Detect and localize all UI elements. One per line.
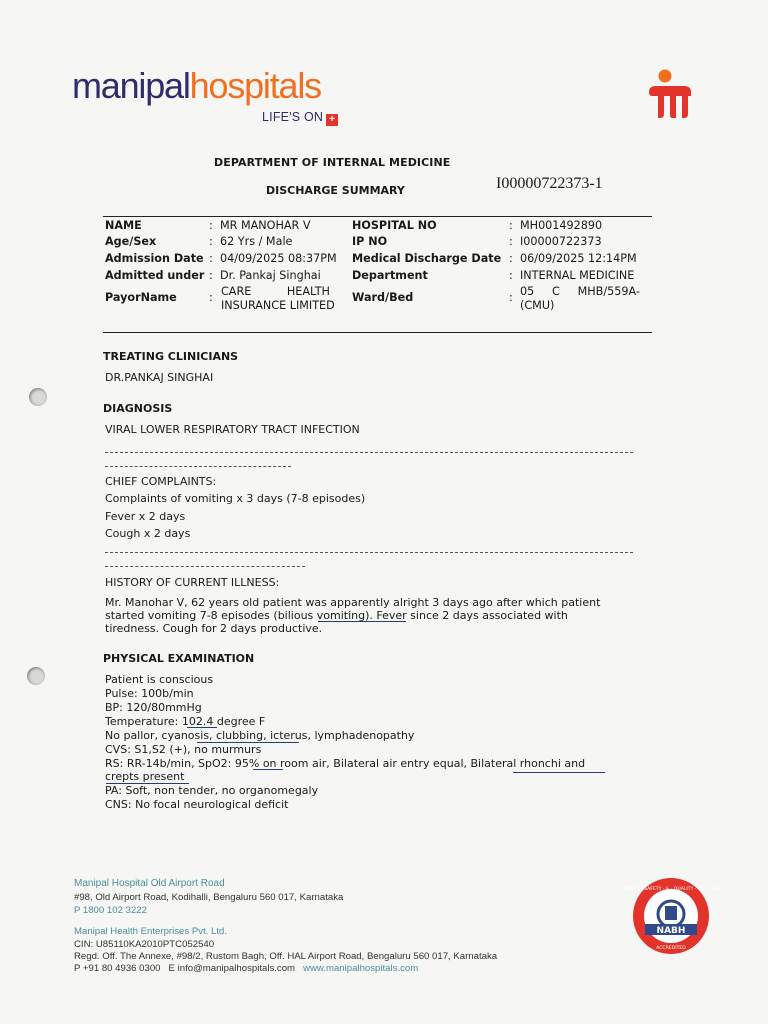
- footer-phone: P 1800 102 3222: [74, 905, 147, 916]
- colon: :: [509, 235, 513, 248]
- payor-value-line1: CARE HEALTH: [221, 285, 330, 298]
- document-id: I00000722373-1: [496, 175, 603, 192]
- exam-line: Patient is conscious: [105, 673, 214, 686]
- complaint-item: Complaints of vomiting x 3 days (7-8 episodes): [105, 492, 366, 505]
- colon: :: [209, 291, 213, 304]
- exam-line: CNS: No focal neurological deficit: [105, 798, 289, 811]
- footer-cin: CIN: U85110KA2010PTC052540: [74, 939, 215, 950]
- separator: [105, 452, 633, 453]
- brand-name-part2: hospitals: [189, 65, 321, 106]
- hospital-no-value: MH001492890: [520, 219, 603, 232]
- hospital-no-label: HOSPITAL NO: [352, 219, 437, 232]
- ip-no-value: I00000722373: [520, 235, 602, 248]
- complaints-heading: CHIEF COMPLAINTS:: [105, 475, 217, 488]
- admission-date-label: Admission Date: [105, 252, 204, 265]
- discharge-date-label: Medical Discharge Date: [352, 252, 502, 265]
- exam-line: No pallor, cyanosis, clubbing, icterus, lymphadenopathy: [105, 729, 415, 742]
- info-top-rule: [103, 216, 652, 217]
- diagnosis-value: VIRAL LOWER RESPIRATORY TRACT INFECTION: [105, 423, 360, 436]
- payor-value-line2: INSURANCE LIMITED: [221, 299, 335, 312]
- brand-tagline: [262, 110, 338, 126]
- colon: :: [209, 219, 213, 232]
- ward-bed-label: Ward/Bed: [352, 291, 414, 304]
- pen-underline: [187, 727, 217, 728]
- exam-line: RS: RR-14b/min, SpO2: 95% on room air, Bilateral air entry equal, Bilateral rhonchi and: [105, 757, 586, 770]
- agesex-label: Age/Sex: [105, 235, 157, 248]
- document-title: DISCHARGE SUMMARY: [266, 184, 405, 197]
- punch-hole: [27, 667, 45, 685]
- tagline-text: LIFE'S ON: [262, 110, 324, 124]
- complaint-item: Fever x 2 days: [105, 510, 186, 523]
- history-heading: HISTORY OF CURRENT ILLNESS:: [105, 576, 280, 589]
- manipal-emblem-icon: [644, 66, 696, 126]
- footer-contact: [74, 963, 418, 974]
- brand-logo: [72, 66, 321, 106]
- pen-underline: [197, 742, 299, 743]
- pen-underline: [253, 769, 283, 770]
- discharge-date-value: 06/09/2025 12:14PM: [520, 252, 637, 265]
- separator: [105, 466, 291, 467]
- department-label: Department: [352, 269, 428, 282]
- separator: [105, 552, 633, 553]
- exam-line: BP: 120/80mmHg: [105, 701, 202, 714]
- exam-heading: PHYSICAL EXAMINATION: [103, 652, 255, 665]
- diagnosis-heading: DIAGNOSIS: [103, 402, 173, 415]
- name-value: MR MANOHAR V: [220, 219, 311, 232]
- colon: :: [209, 235, 213, 248]
- ip-no-label: IP NO: [352, 235, 388, 248]
- footer-registered-office: Regd. Off. The Annexe, #98/2, Rustom Bagh, Off. HAL Airport Road, Bengaluru 560 017, Karnataka: [74, 951, 498, 962]
- footer-address: #98, Old Airport Road, Kodihalli, Bengaluru 560 017, Karnataka: [74, 892, 344, 903]
- complaint-item: Cough x 2 days: [105, 527, 191, 540]
- footer-contact-email: E info@manipalhospitals.com: [168, 963, 296, 974]
- colon: :: [509, 291, 513, 304]
- colon: :: [509, 219, 513, 232]
- colon: :: [209, 252, 213, 265]
- nabh-seal-ring: PATIENT · SAFETY · & · QUALITY · OF · CARE: [621, 887, 721, 892]
- nabh-seal-icon: [621, 876, 721, 956]
- admission-date-value: 04/09/2025 08:37PM: [220, 252, 337, 265]
- pen-underline: [513, 772, 605, 773]
- tagline-plus-icon: +: [326, 114, 338, 126]
- separator: [105, 566, 305, 567]
- punch-hole: [29, 388, 47, 406]
- department-title: DEPARTMENT OF INTERNAL MEDICINE: [214, 156, 451, 169]
- pen-underline: [318, 621, 406, 622]
- clinicians-value: DR.PANKAJ SINGHAI: [105, 371, 214, 384]
- exam-line: crepts present: [105, 770, 185, 783]
- footer-website: www.manipalhospitals.com: [303, 963, 419, 974]
- colon: :: [509, 252, 513, 265]
- footer-contact-phone: P +91 80 4936 0300: [74, 963, 161, 974]
- clinicians-heading: TREATING CLINICIANS: [103, 350, 239, 363]
- history-line: tiredness. Cough for 2 days productive.: [105, 622, 323, 635]
- colon: :: [209, 269, 213, 282]
- history-line: Mr. Manohar V, 62 years old patient was apparently alright 3 days ago after which patient: [105, 596, 601, 609]
- exam-line: PA: Soft, non tender, no organomegaly: [105, 784, 319, 797]
- pen-underline: [106, 783, 189, 784]
- exam-line: CVS: S1,S2 (+), no murmurs: [105, 743, 262, 756]
- exam-line: Pulse: 100b/min: [105, 687, 194, 700]
- footer-hospital-name: Manipal Hospital Old Airport Road: [74, 878, 225, 889]
- agesex-value: 62 Yrs / Male: [220, 235, 293, 248]
- nabh-seal-bottom: ACCREDITED: [656, 946, 686, 951]
- info-bottom-rule: [103, 332, 652, 333]
- department-value: INTERNAL MEDICINE: [520, 269, 635, 282]
- colon: :: [509, 269, 513, 282]
- nabh-seal-label: NABH: [656, 926, 686, 936]
- ward-bed-value-line2: (CMU): [520, 299, 555, 312]
- admitted-under-label: Admitted under: [105, 269, 205, 282]
- brand-name-part1: manipal: [72, 65, 190, 106]
- payor-label: PayorName: [105, 291, 177, 304]
- name-label: NAME: [105, 219, 142, 232]
- history-line: started vomiting 7-8 episodes (bilious vomiting). Fever since 2 days associated with: [105, 609, 568, 622]
- footer-company: Manipal Health Enterprises Pvt. Ltd.: [74, 926, 228, 937]
- ward-bed-value-line1: 05 C MHB/559A-: [520, 285, 640, 298]
- admitted-under-value: Dr. Pankaj Singhai: [220, 269, 321, 282]
- exam-line: Temperature: 102.4 degree F: [105, 715, 266, 728]
